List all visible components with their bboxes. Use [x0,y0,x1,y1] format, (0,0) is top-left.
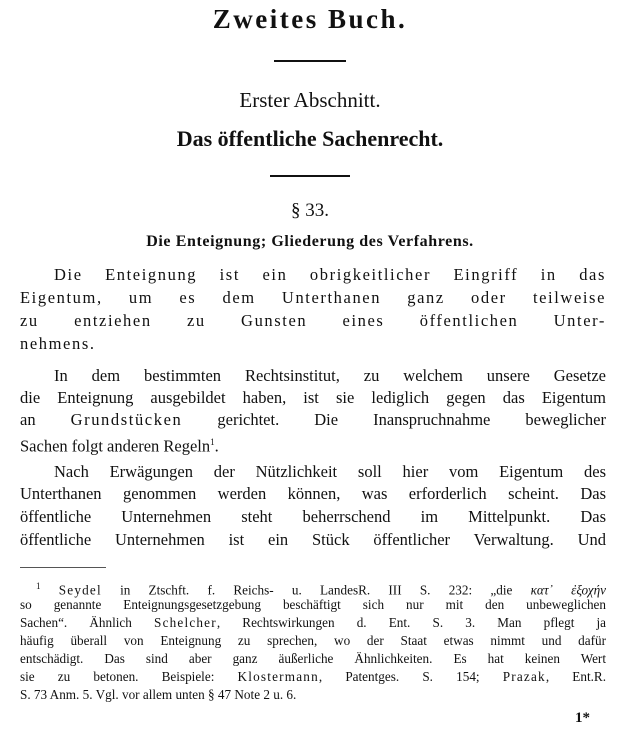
footnote-text: Sachen“. Ähnlich [20,615,132,630]
footnote-line [20,614,606,631]
body-line: Eigentum, um es dem Unterthanen ganz oder teilweise [20,288,606,307]
footnote-reference: 1 [210,437,215,447]
footnote-text: in Ztschft. f. Reichs- u. LandesR. III S. 232: „die [120,582,513,598]
author-name: Seydel [58,582,102,598]
body-line: öffentliche Unternehmen steht beherrschend im Mittelpunkt. Das [20,507,606,526]
section-title: Erster Abschnitt. [239,88,381,112]
signature-mark: 1* [575,710,590,726]
section-divider [270,175,350,177]
paragraph-title: Die Enteignung; Gliederung des Verfahrens. [146,233,474,250]
footnote-text: sie zu betonen. Beispiele: [20,669,215,684]
paragraph-number: § 33. [291,200,329,221]
footnote-text: , Ent.R. [545,669,607,684]
body-text: . [214,436,219,456]
footnote-text: , Rechtswirkungen d. Ent. S. 3. Man pflegt ja [216,615,607,630]
body-line: Die Enteignung ist ein obrigkeitlicher Eingriff in das [54,265,606,284]
body-line: öffentliche Unternehmen ist ein Stück öffentlicher Verwaltung. Und [20,530,606,549]
book-title: Zweites Buch. [212,4,408,34]
footnote-marker: 1 [36,581,41,591]
footnote-line: entschädigt. Das sind aber ganz äußerliche Ähnlichkeiten. Es hat keinen Wert [20,651,606,666]
body-line: In dem bestimmten Rechtsinstitut, zu welchem unsere Gesetze [54,366,606,385]
author-name: Prazak [502,669,546,684]
body-line [20,410,606,430]
author-name: Schelcher [154,615,217,630]
title-divider [274,60,346,62]
footnote-line: so genannte Enteignungsgesetzgebung beschäftigt sich nur mit den unbeweglichen [20,597,606,612]
body-line: zu entziehen zu Gunsten eines öffentlichen Unter- [20,311,606,330]
body-text: Sachen folgt anderen Regeln [20,436,211,456]
footnote-divider [20,567,106,568]
body-line: Nach Erwägungen der Nützlichkeit soll hier vom Eigentum des [54,462,606,481]
footnote-line [20,668,606,685]
part-title: Das öffentliche Sachenrecht. [176,126,444,151]
author-name: Klostermann [237,669,319,684]
body-text: an [20,410,36,429]
greek-phrase: κατ᾽ ἐξοχήν [530,582,606,598]
body-text: gerichtet. Die Inanspruchnahme beweglicher [217,410,606,429]
body-line: Unterthanen genommen werden können, was erforderlich scheint. Das [20,484,606,503]
footnote-text: , Patentges. S. 154; [318,669,480,684]
body-line: nehmens. [20,334,96,353]
body-line [20,432,606,457]
emphasis-term: Grundstücken [70,410,183,429]
body-line: die Enteignung ausgebildet haben, ist sie lediglich gegen das Eigentum [20,388,606,407]
footnote-line: S. 73 Anm. 5. Vgl. vor allem unten § 47 Note 2 u. 6. [20,687,297,702]
footnote-line: häufig überall von Enteignung zu sprechen, wo der Staat etwas nimmt und dafür [20,633,606,648]
